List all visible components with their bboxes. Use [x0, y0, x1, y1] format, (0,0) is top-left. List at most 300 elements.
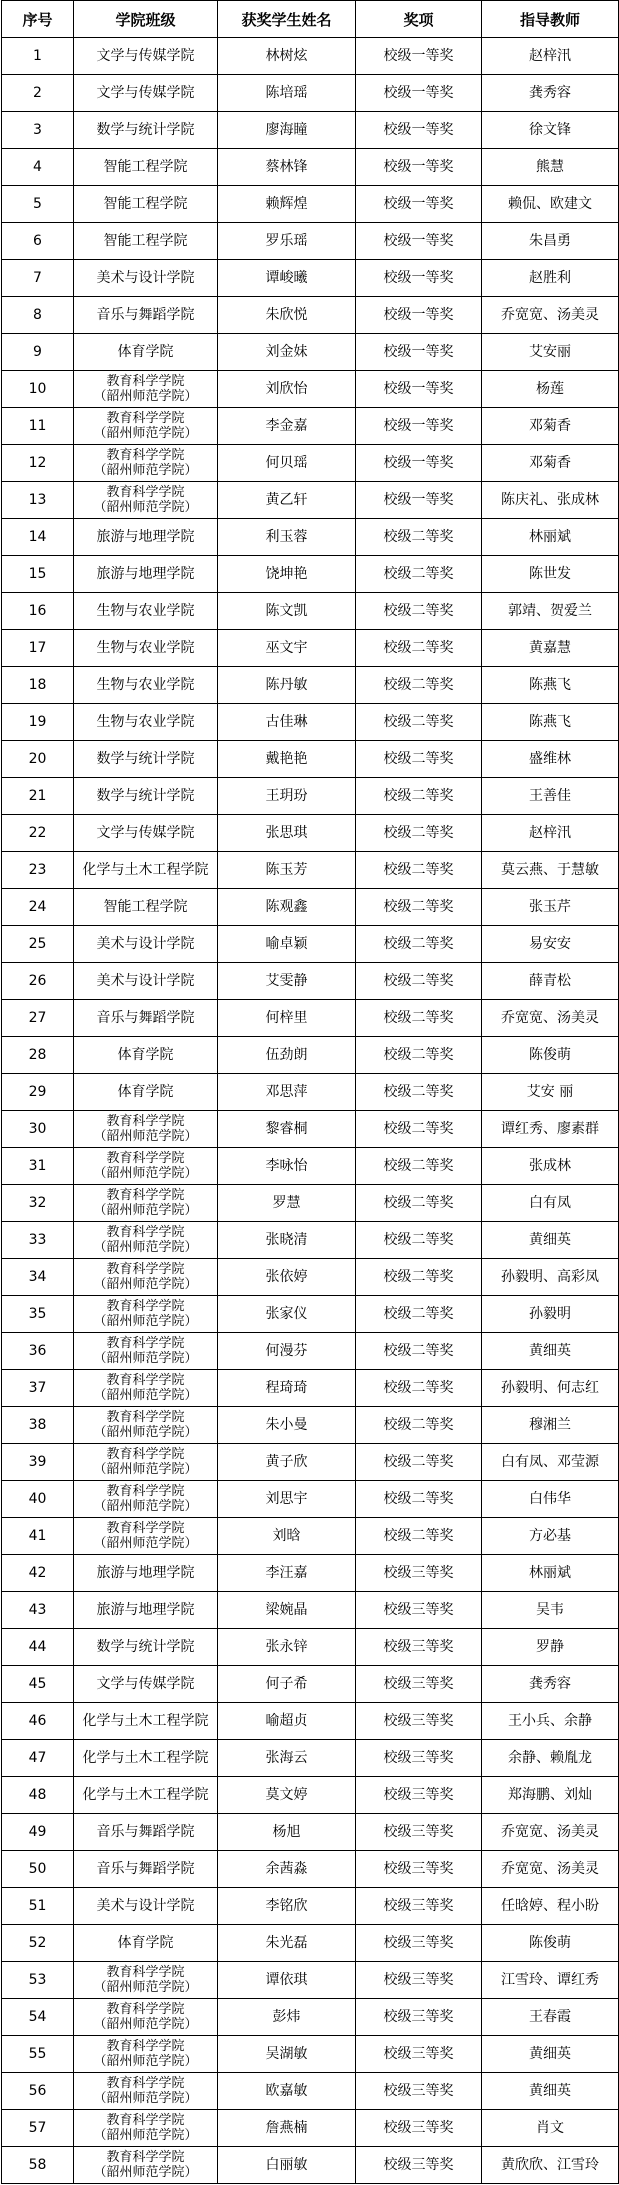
- cell-advisor: 乔宽宽、汤美灵: [482, 297, 619, 334]
- cell-student-name: 陈玉芳: [218, 852, 356, 889]
- cell-college-class: [74, 408, 218, 445]
- cell-award: 校级一等奖: [356, 408, 482, 445]
- cell-advisor: 乔宽宽、汤美灵: [482, 1000, 619, 1037]
- award-table: [1, 0, 619, 2184]
- cell-student-name: 陈文凯: [218, 593, 356, 630]
- college-name-line: 教育科学学院: [106, 1373, 185, 1388]
- cell-college-class: 化学与土木工程学院: [74, 1703, 218, 1740]
- cell-student-name: 欧嘉敏: [218, 2073, 356, 2110]
- college-name-line: （韶州师范学院）: [93, 1462, 198, 1477]
- cell-student-name: 何贝瑶: [218, 445, 356, 482]
- cell-index: 23: [2, 852, 74, 889]
- cell-index: 16: [2, 593, 74, 630]
- cell-index: 18: [2, 667, 74, 704]
- college-name-line: （韶州师范学院）: [93, 1351, 198, 1366]
- cell-award: 校级二等奖: [356, 1111, 482, 1148]
- cell-award: 校级三等奖: [356, 1740, 482, 1777]
- cell-award: 校级三等奖: [356, 1888, 482, 1925]
- cell-advisor: 黄细英: [482, 2073, 619, 2110]
- cell-student-name: 罗慧: [218, 1185, 356, 1222]
- table-row: [2, 260, 619, 297]
- cell-college-class: 化学与土木工程学院: [74, 1777, 218, 1814]
- cell-college-class: [74, 1148, 218, 1185]
- cell-college-class: [74, 1999, 218, 2036]
- cell-award: 校级一等奖: [356, 334, 482, 371]
- cell-index: 35: [2, 1296, 74, 1333]
- cell-award: 校级二等奖: [356, 1370, 482, 1407]
- cell-college-class: [74, 1370, 218, 1407]
- cell-index: 41: [2, 1518, 74, 1555]
- college-name-line: （韶州师范学院）: [93, 1277, 198, 1292]
- table-row: [2, 852, 619, 889]
- table-row: [2, 2073, 619, 2110]
- cell-advisor: 郑海鹏、刘灿: [482, 1777, 619, 1814]
- cell-advisor: 王春霞: [482, 1999, 619, 2036]
- cell-award: 校级三等奖: [356, 1962, 482, 1999]
- cell-award: 校级三等奖: [356, 1629, 482, 1666]
- header-college-class: 学院班级: [74, 1, 218, 38]
- cell-index: 34: [2, 1259, 74, 1296]
- cell-index: 46: [2, 1703, 74, 1740]
- cell-college-class: 旅游与地理学院: [74, 1555, 218, 1592]
- cell-college-class: [74, 2110, 218, 2147]
- cell-advisor: 孙毅明、何志红: [482, 1370, 619, 1407]
- cell-student-name: 陈丹敏: [218, 667, 356, 704]
- college-name-line: （韶州师范学院）: [93, 1499, 198, 1514]
- college-name-line: 教育科学学院: [106, 1188, 185, 1203]
- header-row: [2, 1, 619, 38]
- cell-award: 校级二等奖: [356, 778, 482, 815]
- cell-student-name: 何漫芬: [218, 1333, 356, 1370]
- table-row: [2, 445, 619, 482]
- cell-index: 38: [2, 1407, 74, 1444]
- cell-index: 52: [2, 1925, 74, 1962]
- table-row: [2, 1666, 619, 1703]
- cell-student-name: 刘思宇: [218, 1481, 356, 1518]
- cell-award: 校级二等奖: [356, 926, 482, 963]
- cell-index: 55: [2, 2036, 74, 2073]
- cell-college-class: 音乐与舞蹈学院: [74, 297, 218, 334]
- college-name-line: 教育科学学院: [106, 1965, 185, 1980]
- cell-advisor: 张玉芹: [482, 889, 619, 926]
- cell-award: 校级二等奖: [356, 667, 482, 704]
- college-name-line: （韶州师范学院）: [93, 500, 198, 515]
- cell-award: 校级一等奖: [356, 297, 482, 334]
- college-name-line: 教育科学学院: [106, 2039, 185, 2054]
- cell-student-name: 刘欣怡: [218, 371, 356, 408]
- cell-advisor: 陈俊萌: [482, 1037, 619, 1074]
- cell-advisor: 白伟华: [482, 1481, 619, 1518]
- table-row: [2, 1037, 619, 1074]
- cell-college-class: 智能工程学院: [74, 889, 218, 926]
- college-name-line: （韶州师范学院）: [93, 2128, 198, 2143]
- cell-index: 9: [2, 334, 74, 371]
- cell-advisor: 黄细英: [482, 2036, 619, 2073]
- table-row: [2, 1296, 619, 1333]
- cell-index: 6: [2, 223, 74, 260]
- cell-advisor: 江雪玲、谭红秀: [482, 1962, 619, 1999]
- cell-college-class: [74, 2036, 218, 2073]
- cell-college-class: [74, 1222, 218, 1259]
- college-name-line: （韶州师范学院）: [93, 1166, 198, 1181]
- cell-college-class: 美术与设计学院: [74, 260, 218, 297]
- college-name-line: （韶州师范学院）: [93, 2054, 198, 2069]
- cell-index: 12: [2, 445, 74, 482]
- cell-award: 校级三等奖: [356, 1851, 482, 1888]
- cell-advisor: 易安安: [482, 926, 619, 963]
- table-row: [2, 408, 619, 445]
- cell-student-name: 李咏怡: [218, 1148, 356, 1185]
- college-name-line: （韶州师范学院）: [93, 463, 198, 478]
- cell-student-name: 朱小曼: [218, 1407, 356, 1444]
- table-row: [2, 1222, 619, 1259]
- cell-award: 校级一等奖: [356, 112, 482, 149]
- cell-student-name: 张海云: [218, 1740, 356, 1777]
- table-row: [2, 186, 619, 223]
- cell-advisor: 谭红秀、廖素群: [482, 1111, 619, 1148]
- cell-college-class: 生物与农业学院: [74, 704, 218, 741]
- cell-college-class: 体育学院: [74, 1037, 218, 1074]
- table-row: [2, 1555, 619, 1592]
- cell-award: 校级三等奖: [356, 2036, 482, 2073]
- cell-student-name: 谭依琪: [218, 1962, 356, 1999]
- table-row: [2, 1259, 619, 1296]
- table-row: [2, 1888, 619, 1925]
- cell-student-name: 梁婉晶: [218, 1592, 356, 1629]
- table-row: [2, 1777, 619, 1814]
- cell-advisor: 林丽斌: [482, 519, 619, 556]
- cell-student-name: 李金嘉: [218, 408, 356, 445]
- cell-award: 校级三等奖: [356, 2110, 482, 2147]
- cell-index: 8: [2, 297, 74, 334]
- cell-college-class: 化学与土木工程学院: [74, 1740, 218, 1777]
- college-name-line: 教育科学学院: [106, 1336, 185, 1351]
- cell-index: 10: [2, 371, 74, 408]
- table-row: [2, 1185, 619, 1222]
- cell-student-name: 古佳琳: [218, 704, 356, 741]
- cell-award: 校级二等奖: [356, 1222, 482, 1259]
- award-table-body: [2, 38, 619, 2184]
- cell-award: 校级二等奖: [356, 1296, 482, 1333]
- table-row: [2, 1407, 619, 1444]
- cell-index: 4: [2, 149, 74, 186]
- cell-advisor: 陈庆礼、张成林: [482, 482, 619, 519]
- cell-college-class: [74, 1296, 218, 1333]
- cell-advisor: 余静、赖胤龙: [482, 1740, 619, 1777]
- cell-award: 校级三等奖: [356, 1592, 482, 1629]
- table-row: [2, 1000, 619, 1037]
- cell-advisor: 陈世发: [482, 556, 619, 593]
- cell-award: 校级二等奖: [356, 815, 482, 852]
- cell-advisor: 陈燕飞: [482, 704, 619, 741]
- cell-advisor: 薛青松: [482, 963, 619, 1000]
- college-name-line: （韶州师范学院）: [93, 389, 198, 404]
- table-row: [2, 297, 619, 334]
- cell-advisor: 孙毅明: [482, 1296, 619, 1333]
- college-name-line: 教育科学学院: [106, 374, 185, 389]
- cell-advisor: 赖侃、欧建文: [482, 186, 619, 223]
- college-name-line: （韶州师范学院）: [93, 1203, 198, 1218]
- cell-college-class: 旅游与地理学院: [74, 519, 218, 556]
- college-name-line: 教育科学学院: [106, 1262, 185, 1277]
- table-row: [2, 778, 619, 815]
- cell-award: 校级二等奖: [356, 741, 482, 778]
- cell-student-name: 刘晗: [218, 1518, 356, 1555]
- cell-college-class: [74, 1444, 218, 1481]
- cell-award: 校级二等奖: [356, 1074, 482, 1111]
- cell-index: 58: [2, 2147, 74, 2184]
- cell-award: 校级二等奖: [356, 1333, 482, 1370]
- cell-student-name: 林树炫: [218, 38, 356, 75]
- cell-advisor: 艾安 丽: [482, 1074, 619, 1111]
- header-award: 奖项: [356, 1, 482, 38]
- college-name-line: （韶州师范学院）: [93, 1980, 198, 1995]
- cell-college-class: 音乐与舞蹈学院: [74, 1000, 218, 1037]
- cell-award: 校级三等奖: [356, 1814, 482, 1851]
- table-row: [2, 2147, 619, 2184]
- cell-student-name: 朱欣悦: [218, 297, 356, 334]
- table-row: [2, 889, 619, 926]
- cell-college-class: 旅游与地理学院: [74, 556, 218, 593]
- cell-college-class: [74, 1259, 218, 1296]
- cell-index: 53: [2, 1962, 74, 1999]
- table-row: [2, 556, 619, 593]
- cell-award: 校级一等奖: [356, 38, 482, 75]
- cell-college-class: 数学与统计学院: [74, 778, 218, 815]
- cell-advisor: 王小兵、余静: [482, 1703, 619, 1740]
- table-row: [2, 741, 619, 778]
- cell-advisor: 白有凤、邓莹源: [482, 1444, 619, 1481]
- cell-college-class: [74, 1407, 218, 1444]
- college-name-line: 教育科学学院: [106, 1225, 185, 1240]
- cell-award: 校级三等奖: [356, 2073, 482, 2110]
- cell-award: 校级三等奖: [356, 1999, 482, 2036]
- college-name-line: （韶州师范学院）: [93, 1240, 198, 1255]
- cell-advisor: 杨莲: [482, 371, 619, 408]
- cell-student-name: 陈观鑫: [218, 889, 356, 926]
- cell-index: 39: [2, 1444, 74, 1481]
- cell-student-name: 刘金妹: [218, 334, 356, 371]
- cell-college-class: [74, 1185, 218, 1222]
- cell-advisor: 邓菊香: [482, 408, 619, 445]
- cell-advisor: 白有凤: [482, 1185, 619, 1222]
- table-row: [2, 1629, 619, 1666]
- table-row: [2, 704, 619, 741]
- cell-advisor: 乔宽宽、汤美灵: [482, 1814, 619, 1851]
- cell-college-class: [74, 2073, 218, 2110]
- table-row: [2, 38, 619, 75]
- cell-award: 校级一等奖: [356, 75, 482, 112]
- cell-index: 54: [2, 1999, 74, 2036]
- cell-college-class: 生物与农业学院: [74, 593, 218, 630]
- cell-student-name: 张家仪: [218, 1296, 356, 1333]
- cell-student-name: 张晓清: [218, 1222, 356, 1259]
- cell-award: 校级三等奖: [356, 2147, 482, 2184]
- cell-college-class: 数学与统计学院: [74, 741, 218, 778]
- cell-advisor: 朱昌勇: [482, 223, 619, 260]
- cell-index: 27: [2, 1000, 74, 1037]
- cell-award: 校级三等奖: [356, 1703, 482, 1740]
- cell-college-class: 体育学院: [74, 334, 218, 371]
- cell-index: 40: [2, 1481, 74, 1518]
- cell-student-name: 何子希: [218, 1666, 356, 1703]
- cell-advisor: 莫云燕、于慧敏: [482, 852, 619, 889]
- cell-advisor: 黄欣欣、江雪玲: [482, 2147, 619, 2184]
- table-row: [2, 1111, 619, 1148]
- cell-index: 47: [2, 1740, 74, 1777]
- cell-student-name: 张依婷: [218, 1259, 356, 1296]
- cell-advisor: 黄细英: [482, 1222, 619, 1259]
- cell-college-class: [74, 2147, 218, 2184]
- table-row: [2, 482, 619, 519]
- table-row: [2, 1740, 619, 1777]
- table-row: [2, 1925, 619, 1962]
- college-name-line: 教育科学学院: [106, 2150, 185, 2165]
- table-row: [2, 334, 619, 371]
- cell-student-name: 陈培瑶: [218, 75, 356, 112]
- table-row: [2, 926, 619, 963]
- table-row: [2, 1518, 619, 1555]
- cell-student-name: 黄子欣: [218, 1444, 356, 1481]
- table-row: [2, 1074, 619, 1111]
- cell-award: 校级一等奖: [356, 482, 482, 519]
- cell-student-name: 张思琪: [218, 815, 356, 852]
- cell-student-name: 白丽敏: [218, 2147, 356, 2184]
- cell-index: 31: [2, 1148, 74, 1185]
- table-row: [2, 519, 619, 556]
- cell-college-class: 数学与统计学院: [74, 112, 218, 149]
- cell-student-name: 杨旭: [218, 1814, 356, 1851]
- table-row: [2, 1999, 619, 2036]
- cell-advisor: 盛维林: [482, 741, 619, 778]
- cell-index: 13: [2, 482, 74, 519]
- college-name-line: 教育科学学院: [106, 1484, 185, 1499]
- cell-index: 29: [2, 1074, 74, 1111]
- cell-college-class: 旅游与地理学院: [74, 1592, 218, 1629]
- cell-index: 15: [2, 556, 74, 593]
- cell-award: 校级二等奖: [356, 1518, 482, 1555]
- cell-award: 校级三等奖: [356, 1925, 482, 1962]
- cell-award: 校级一等奖: [356, 223, 482, 260]
- cell-award: 校级二等奖: [356, 852, 482, 889]
- cell-student-name: 喻超贞: [218, 1703, 356, 1740]
- college-name-line: 教育科学学院: [106, 1521, 185, 1536]
- cell-index: 43: [2, 1592, 74, 1629]
- college-name-line: 教育科学学院: [106, 1447, 185, 1462]
- cell-student-name: 莫文婷: [218, 1777, 356, 1814]
- table-row: [2, 1481, 619, 1518]
- table-row: [2, 1703, 619, 1740]
- cell-advisor: 孙毅明、高彩凤: [482, 1259, 619, 1296]
- cell-student-name: 蔡林锋: [218, 149, 356, 186]
- cell-advisor: 穆湘兰: [482, 1407, 619, 1444]
- cell-student-name: 黄乙轩: [218, 482, 356, 519]
- college-name-line: （韶州师范学院）: [93, 1129, 198, 1144]
- college-name-line: （韶州师范学院）: [93, 2091, 198, 2106]
- cell-student-name: 程琦琦: [218, 1370, 356, 1407]
- table-row: [2, 667, 619, 704]
- cell-college-class: 生物与农业学院: [74, 630, 218, 667]
- cell-college-class: [74, 371, 218, 408]
- cell-award: 校级二等奖: [356, 519, 482, 556]
- award-table-header: [2, 1, 619, 38]
- table-row: [2, 1851, 619, 1888]
- cell-index: 48: [2, 1777, 74, 1814]
- cell-award: 校级三等奖: [356, 1555, 482, 1592]
- college-name-line: 教育科学学院: [106, 2002, 185, 2017]
- cell-student-name: 廖海瞳: [218, 112, 356, 149]
- cell-advisor: 王善佳: [482, 778, 619, 815]
- cell-index: 3: [2, 112, 74, 149]
- cell-advisor: 林丽斌: [482, 1555, 619, 1592]
- table-row: [2, 593, 619, 630]
- college-name-line: 教育科学学院: [106, 2113, 185, 2128]
- cell-index: 33: [2, 1222, 74, 1259]
- college-name-line: 教育科学学院: [106, 1410, 185, 1425]
- college-name-line: 教育科学学院: [106, 1114, 185, 1129]
- cell-college-class: 文学与传媒学院: [74, 815, 218, 852]
- table-row: [2, 1148, 619, 1185]
- cell-index: 28: [2, 1037, 74, 1074]
- cell-student-name: 黎睿桐: [218, 1111, 356, 1148]
- cell-index: 21: [2, 778, 74, 815]
- table-row: [2, 75, 619, 112]
- cell-index: 5: [2, 186, 74, 223]
- cell-award: 校级二等奖: [356, 1000, 482, 1037]
- cell-award: 校级一等奖: [356, 371, 482, 408]
- college-name-line: （韶州师范学院）: [93, 1536, 198, 1551]
- cell-student-name: 朱光磊: [218, 1925, 356, 1962]
- college-name-line: （韶州师范学院）: [93, 2017, 198, 2032]
- cell-student-name: 巫文宇: [218, 630, 356, 667]
- cell-advisor: 龚秀容: [482, 75, 619, 112]
- table-row: [2, 1814, 619, 1851]
- cell-award: 校级一等奖: [356, 186, 482, 223]
- cell-advisor: 黄嘉慧: [482, 630, 619, 667]
- cell-award: 校级二等奖: [356, 1037, 482, 1074]
- cell-index: 20: [2, 741, 74, 778]
- cell-student-name: 戴艳艳: [218, 741, 356, 778]
- cell-advisor: 艾安丽: [482, 334, 619, 371]
- cell-advisor: 罗静: [482, 1629, 619, 1666]
- cell-advisor: 任晗婷、程小盼: [482, 1888, 619, 1925]
- cell-award: 校级二等奖: [356, 1148, 482, 1185]
- cell-college-class: [74, 445, 218, 482]
- cell-college-class: 音乐与舞蹈学院: [74, 1814, 218, 1851]
- cell-advisor: 黄细英: [482, 1333, 619, 1370]
- cell-college-class: 体育学院: [74, 1074, 218, 1111]
- cell-index: 49: [2, 1814, 74, 1851]
- table-row: [2, 1444, 619, 1481]
- cell-index: 14: [2, 519, 74, 556]
- cell-index: 22: [2, 815, 74, 852]
- cell-college-class: 智能工程学院: [74, 149, 218, 186]
- cell-award: 校级三等奖: [356, 1777, 482, 1814]
- header-advisor: 指导教师: [482, 1, 619, 38]
- cell-index: 36: [2, 1333, 74, 1370]
- college-name-line: （韶州师范学院）: [93, 426, 198, 441]
- cell-advisor: 吴韦: [482, 1592, 619, 1629]
- header-index: 序号: [2, 1, 74, 38]
- cell-college-class: 美术与设计学院: [74, 926, 218, 963]
- cell-index: 44: [2, 1629, 74, 1666]
- cell-award: 校级二等奖: [356, 1481, 482, 1518]
- cell-index: 17: [2, 630, 74, 667]
- cell-index: 42: [2, 1555, 74, 1592]
- cell-award: 校级二等奖: [356, 889, 482, 926]
- cell-advisor: 熊慧: [482, 149, 619, 186]
- cell-student-name: 余茜淼: [218, 1851, 356, 1888]
